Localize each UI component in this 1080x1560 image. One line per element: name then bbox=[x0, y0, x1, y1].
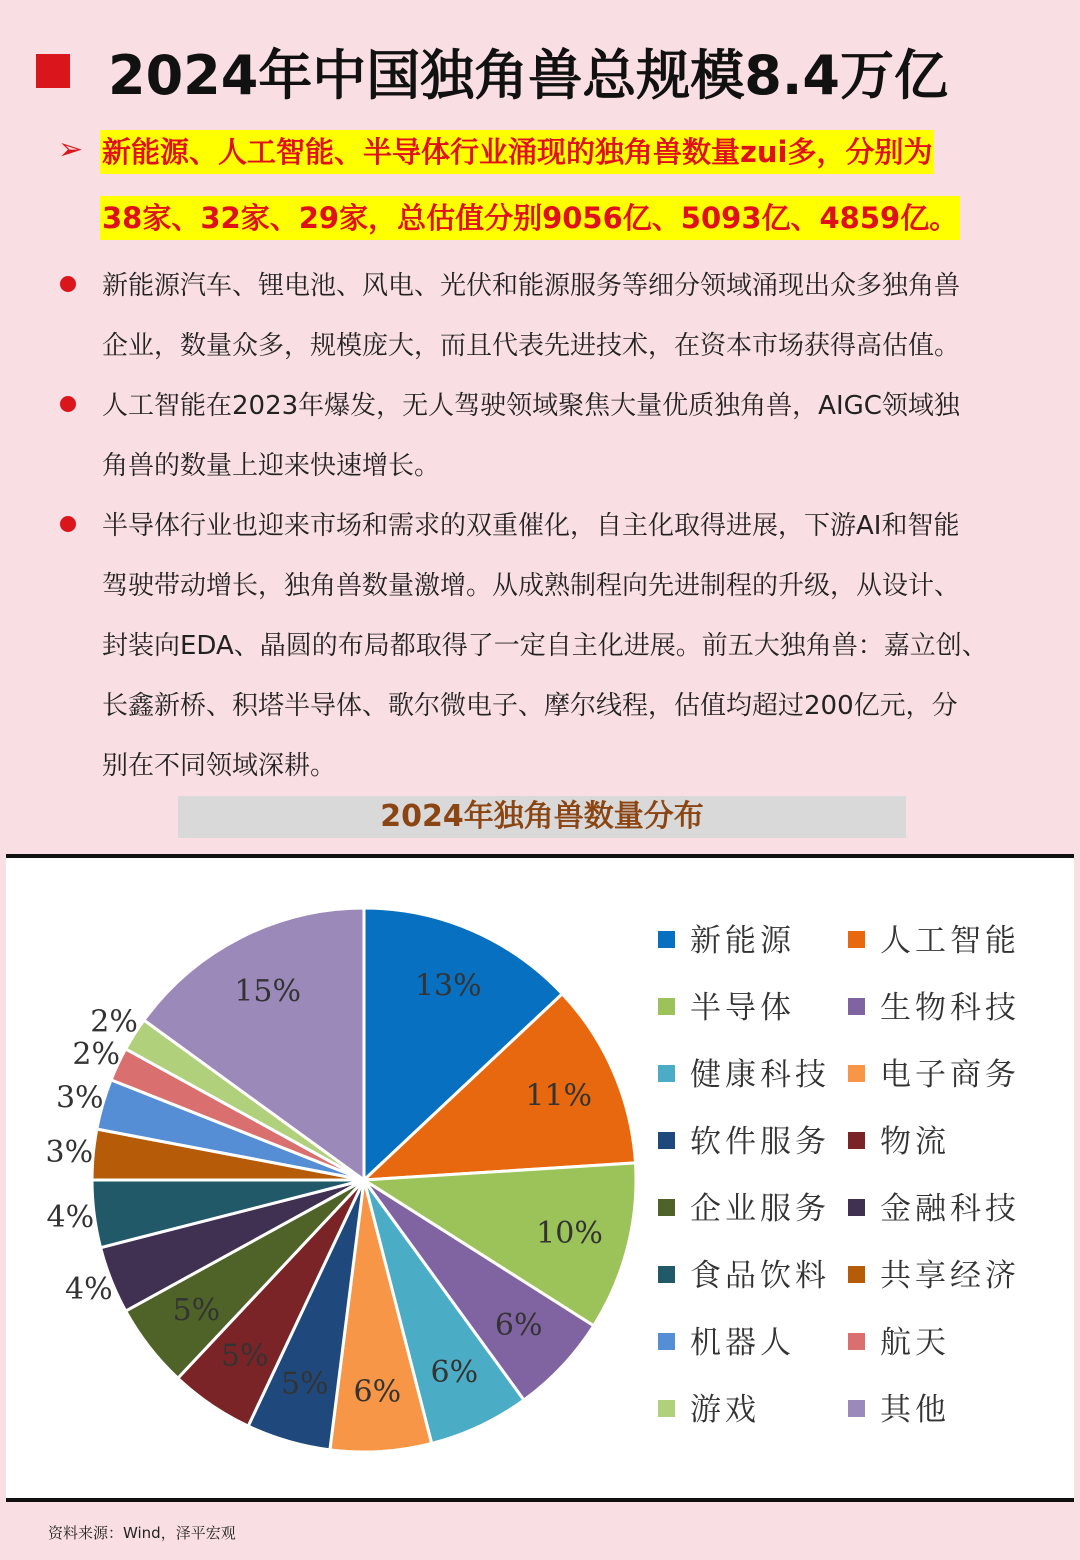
legend-label-4: 健康科技 bbox=[690, 1057, 830, 1093]
pie-label-1: 11% bbox=[525, 1078, 593, 1114]
legend-swatch-9 bbox=[848, 1199, 865, 1216]
pie-label-5: 6% bbox=[353, 1374, 402, 1410]
pie-label-6: 5% bbox=[281, 1366, 329, 1402]
legend-label-10: 食品饮料 bbox=[690, 1258, 830, 1294]
legend-swatch-7 bbox=[848, 1132, 865, 1149]
legend-label-11: 共享经济 bbox=[880, 1258, 1020, 1294]
bullet-line: 企业，数量众多，规模庞大，而且代表先进技术，在资本市场获得高估值。 bbox=[102, 331, 961, 361]
bullet-line: 新能源汽车、锂电池、风电、光伏和能源服务等细分领域涌现出众多独角兽 bbox=[102, 271, 961, 301]
bullet-line: 长鑫新桥、积塔半导体、歌尔微电子、摩尔线程，估值均超过200亿元，分 bbox=[102, 691, 958, 721]
pie-label-15: 15% bbox=[234, 973, 302, 1009]
pie-label-0: 13% bbox=[414, 968, 482, 1004]
pie-label-10: 4% bbox=[46, 1200, 95, 1236]
bullet-line: 驾驶带动增长，独角兽数量激增。从成熟制程向先进制程的升级，从设计、 bbox=[102, 571, 961, 601]
bullet-list bbox=[58, 256, 1048, 796]
bullet-dot-icon bbox=[60, 396, 76, 412]
bullet-item-ai bbox=[58, 376, 1048, 496]
title-row bbox=[36, 36, 948, 106]
legend-label-2: 半导体 bbox=[690, 990, 795, 1026]
chart-box bbox=[6, 854, 1074, 1502]
pie-label-8: 5% bbox=[172, 1293, 221, 1329]
legend-label-5: 电子商务 bbox=[880, 1057, 1020, 1093]
source-note: 资料来源：Wind，泽平宏观 bbox=[48, 1524, 236, 1542]
bullet-line: 封装向EDA、晶圆的布局都取得了一定自主化进展。前五大独角兽：嘉立创、 bbox=[102, 631, 988, 661]
pie-label-12: 3% bbox=[55, 1080, 104, 1116]
title-square-icon bbox=[36, 54, 70, 88]
legend-label-15: 其他 bbox=[880, 1392, 950, 1428]
bullet-item-new-energy bbox=[58, 256, 1048, 376]
bullet-line: 人工智能在2023年爆发，无人驾驶领域聚焦大量优质独角兽，AIGC领域独 bbox=[102, 391, 960, 421]
pie-label-11: 3% bbox=[45, 1135, 94, 1171]
legend-swatch-12 bbox=[658, 1333, 675, 1350]
legend-swatch-3 bbox=[848, 998, 865, 1015]
pie-label-7: 5% bbox=[220, 1338, 269, 1374]
bullet-dot-icon bbox=[60, 276, 76, 292]
legend-swatch-1 bbox=[848, 931, 865, 948]
legend-label-0: 新能源 bbox=[690, 923, 795, 959]
pie-label-3: 6% bbox=[494, 1308, 543, 1344]
legend-swatch-11 bbox=[848, 1266, 865, 1283]
legend-label-14: 游戏 bbox=[690, 1392, 760, 1428]
legend-swatch-13 bbox=[848, 1333, 865, 1350]
pie-label-2: 10% bbox=[536, 1215, 603, 1251]
legend-swatch-8 bbox=[658, 1199, 675, 1216]
bullet-line: 角兽的数量上迎来快速增长。 bbox=[102, 451, 441, 481]
legend-swatch-5 bbox=[848, 1065, 865, 1082]
legend-label-6: 软件服务 bbox=[690, 1124, 830, 1160]
legend-label-8: 企业服务 bbox=[690, 1191, 830, 1227]
bullet-item-semiconductor bbox=[58, 496, 1048, 796]
highlight-line-2: 38家、32家、29家，总估值分别9056亿、5093亿、4859亿。 bbox=[100, 196, 960, 240]
legend-swatch-14 bbox=[658, 1400, 675, 1417]
highlight-line-1: 新能源、人工智能、半导体行业涌现的独角兽数量zui多，分别为 bbox=[100, 130, 934, 174]
legend-label-3: 生物科技 bbox=[880, 990, 1020, 1026]
legend-label-12: 机器人 bbox=[690, 1325, 795, 1361]
bullet-line: 别在不同领域深耕。 bbox=[102, 751, 337, 781]
arrow-bullet-icon: ➢ bbox=[58, 132, 84, 167]
bullet-dot-icon bbox=[60, 516, 76, 532]
legend-label-9: 金融科技 bbox=[880, 1191, 1020, 1227]
legend-swatch-6 bbox=[658, 1132, 675, 1149]
pie-label-13: 2% bbox=[72, 1036, 120, 1072]
legend-swatch-2 bbox=[658, 998, 675, 1015]
page-title: 2024年中国独角兽总规模8.4万亿 bbox=[108, 43, 948, 107]
legend-swatch-0 bbox=[658, 931, 675, 948]
chart-title: 2024年独角兽数量分布 bbox=[178, 796, 906, 838]
pie-label-9: 4% bbox=[64, 1271, 113, 1307]
legend-label-7: 物流 bbox=[880, 1124, 950, 1160]
legend-swatch-10 bbox=[658, 1266, 675, 1283]
pie-chart bbox=[6, 858, 1074, 1498]
legend-label-13: 航天 bbox=[880, 1325, 950, 1361]
bullet-line: 半导体行业也迎来市场和需求的双重催化，自主化取得进展，下游AI和智能 bbox=[102, 511, 960, 541]
legend-label-1: 人工智能 bbox=[880, 923, 1020, 959]
pie-label-4: 6% bbox=[430, 1354, 479, 1390]
pie-label-14: 2% bbox=[90, 1004, 138, 1040]
legend-swatch-4 bbox=[658, 1065, 675, 1082]
legend-swatch-15 bbox=[848, 1400, 865, 1417]
